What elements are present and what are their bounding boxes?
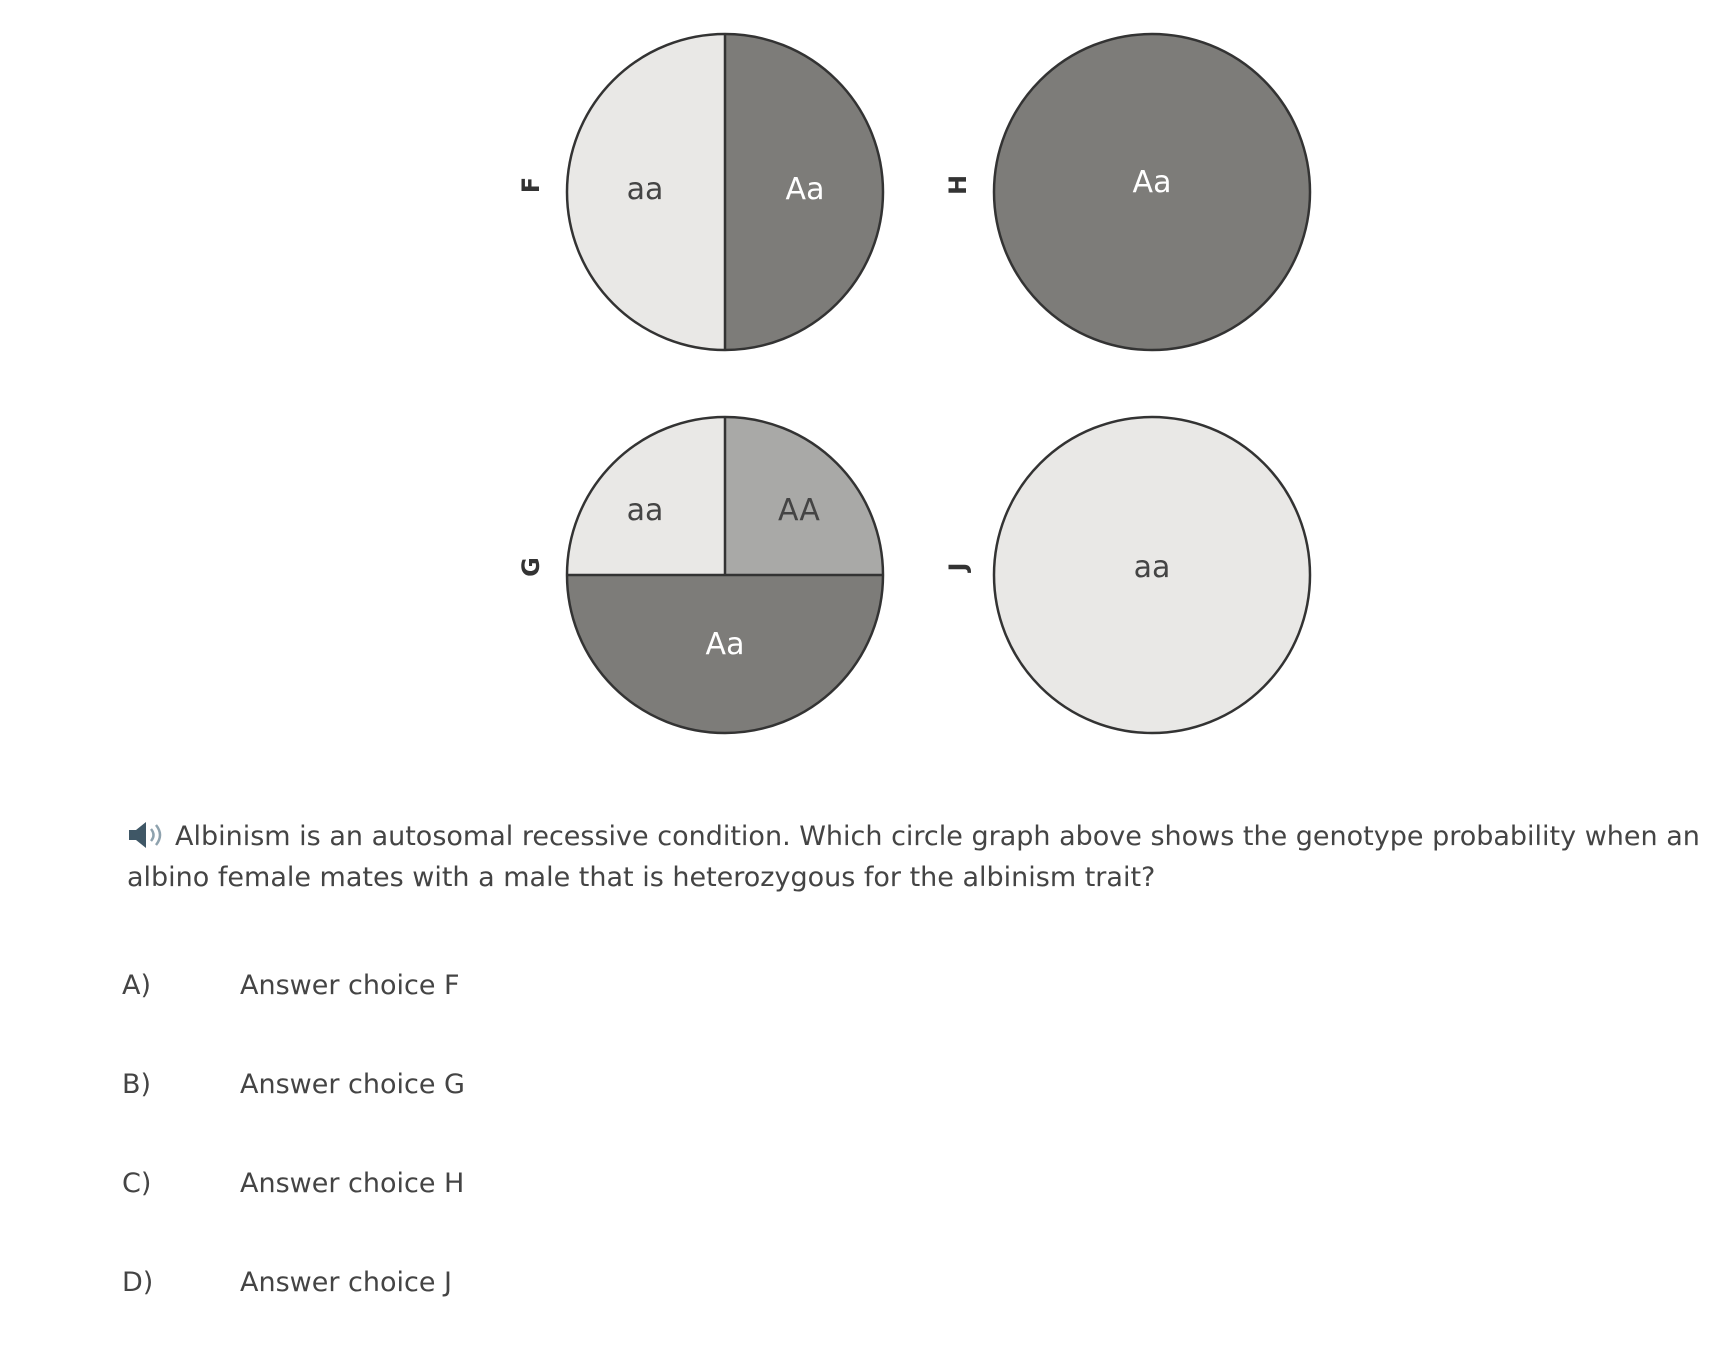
answer-choice-c[interactable] xyxy=(0,1168,600,1218)
slice-label-f-aa: aa xyxy=(626,172,664,207)
answer-choice-b[interactable] xyxy=(0,1069,600,1119)
question-prompt xyxy=(127,818,1707,896)
slice-label-g-Aa: Aa xyxy=(705,627,745,662)
slice-label-g-aa: aa xyxy=(626,493,664,528)
circle-graph-g xyxy=(517,417,883,733)
circle-graph-h xyxy=(944,34,1310,350)
slice-label-g-AA: AA xyxy=(778,493,820,528)
choice-text: Answer choice G xyxy=(240,1069,465,1100)
graph-label-h: H xyxy=(944,174,972,196)
slice-label-f-Aa: Aa xyxy=(785,172,825,207)
circle-graph-j xyxy=(944,417,1310,733)
graph-label-g: G xyxy=(517,557,545,577)
choice-letter: C) xyxy=(122,1168,152,1199)
choice-letter: B) xyxy=(122,1069,152,1100)
speaker-icon[interactable] xyxy=(127,821,169,859)
answer-choice-a[interactable] xyxy=(0,970,600,1020)
choice-letter: A) xyxy=(122,970,152,1001)
choice-text: Answer choice H xyxy=(240,1168,465,1199)
graph-label-j: J xyxy=(944,562,972,572)
choice-text: Answer choice F xyxy=(240,970,460,1001)
choice-text: Answer choice J xyxy=(240,1267,453,1298)
answer-choice-d[interactable] xyxy=(0,1267,600,1317)
slice-label-j-aa: aa xyxy=(1133,550,1171,585)
slice-label-h-Aa: Aa xyxy=(1132,165,1172,200)
question-text: Albinism is an autosomal recessive condition. Which circle graph above shows the genotype probability when an albino female mates with a male that is heterozygous for the albinism trait? xyxy=(127,821,1700,893)
choice-letter: D) xyxy=(122,1267,154,1298)
circle-graph-f xyxy=(517,34,883,350)
graph-label-f: F xyxy=(517,176,545,194)
